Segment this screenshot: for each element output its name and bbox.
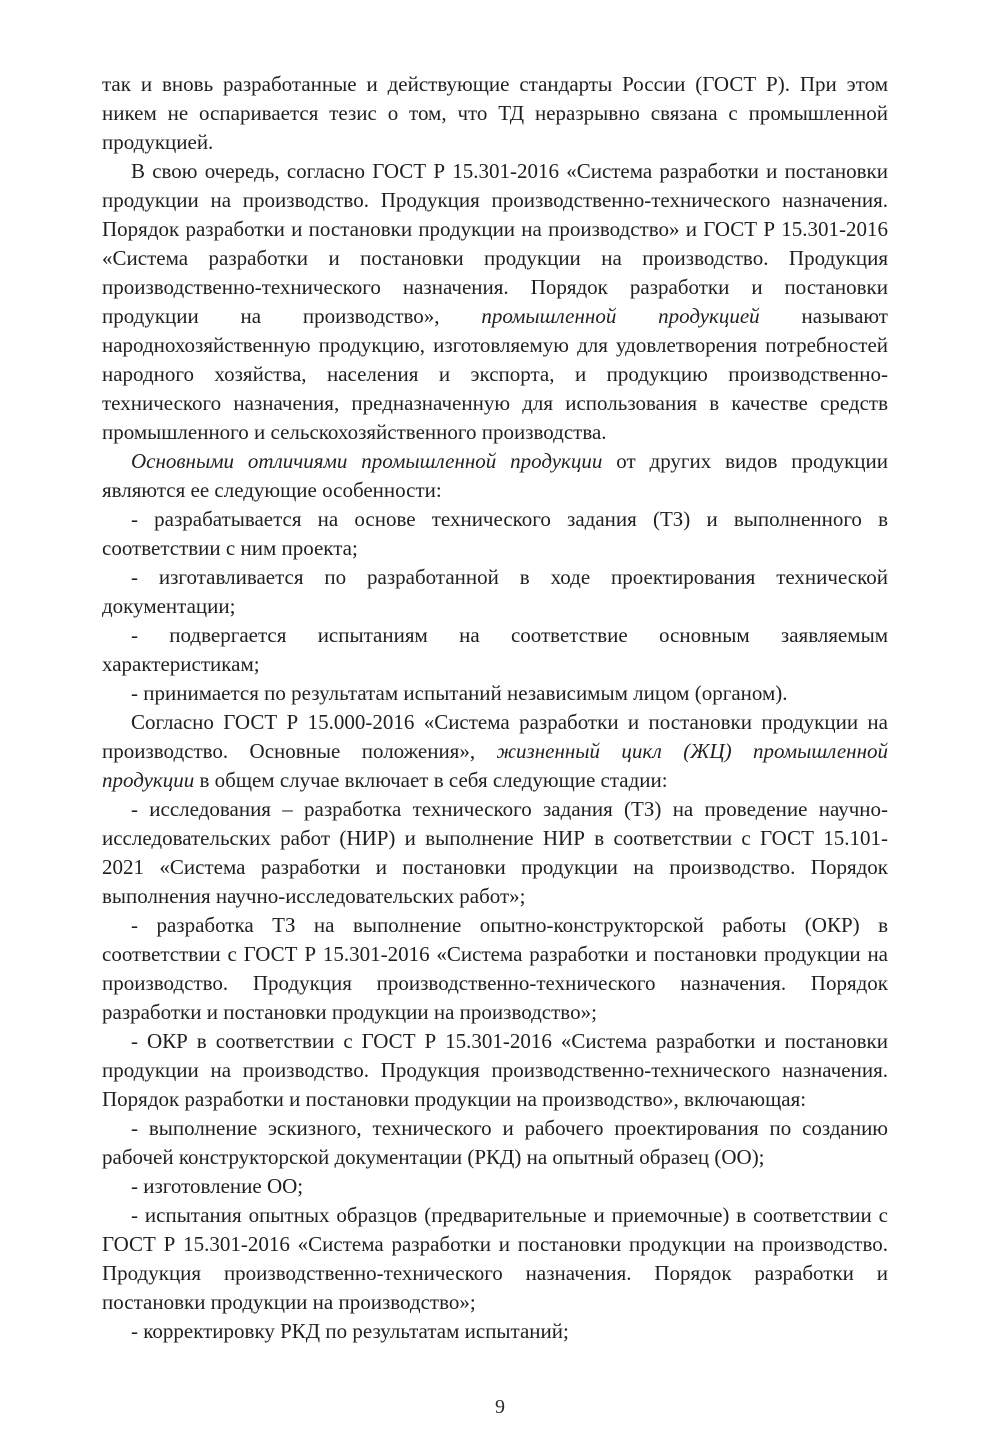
list-item: - принимается по результатам испытаний независимым лицом (органом). — [131, 681, 788, 705]
paragraph-definition: В свою очередь, согласно ГОСТ Р 15.301-2016 «Система разработки и постановки продукции на производство. Продукция производственно-технического назначения. Порядок разработки и постановки продукции на производство» и ГОСТ Р 15.301-2016 «Система разработки и постановки продукции на производство. Продукция производственно-технического назначения. Порядок разработки и постановки продукции на производство», промышленной продукцией называют народнохозяйственную продукцию, изготовляемую для удовлетворения потребностей народного хозяйства, населения и экспорта, и продукцию производственно-технического назначения, предназначенную для использования в качестве средств промышленного и сельскохозяйственного производства. — [102, 159, 888, 444]
list-item: - корректировку РКД по результатам испытаний; — [131, 1319, 569, 1343]
paragraph-life-cycle: Согласно ГОСТ Р 15.000-2016 «Система разработки и постановки продукции на производство. Основные положения», жизненный цикл (ЖЦ) промышленной продукции в общем случае включает в себя следующие стадии: — [102, 710, 889, 792]
list-item: - разработка ТЗ на выполнение опытно-конструкторской работы (ОКР) в соответствии с ГОСТ Р 15.301-2016 «Система разработки и постановки продукции на производство. Продукция производственно-технического назначения. Порядок разработки и постановки продукции на производство»; — [102, 913, 888, 1024]
body-text — [102, 70, 888, 1346]
paragraph-differences: Основными отличиями промышленной продукции от других видов продукции являются ее следующие особенности: — [102, 449, 888, 502]
list-item: - исследования – разработка технического задания (ТЗ) на проведение научно-исследовательских работ (НИР) и выполнение НИР в соответствии с ГОСТ 15.101-2021 «Система разработки и постановки продукции на производство. Порядок выполнения научно-исследовательских работ»; — [102, 797, 888, 908]
list-item: - изготовление ОО; — [131, 1174, 304, 1198]
list-item: - испытания опытных образцов (предварительные и приемочные) в соответствии с ГОСТ Р 15.301-2016 «Система разработки и постановки продукции на производство. Продукция производственно-технического назначения. Порядок разработки и постановки продукции на производство»; — [102, 1203, 888, 1314]
term-main-differences: Основными отличиями промышленной продукции — [131, 449, 603, 473]
list-item: - выполнение эскизного, технического и рабочего проектирования по созданию рабочей конструкторской документации (РКД) на опытный образец (ОО); — [102, 1116, 888, 1169]
paragraph-continuation: так и вновь разработанные и действующие стандарты России (ГОСТ Р). При этом никем не оспаривается тезис о том, что ТД неразрывно связана с промышленной продукцией. — [102, 72, 888, 154]
term-industrial-products: промышленной продукцией — [481, 304, 760, 328]
list-item: - изготавливается по разработанной в ходе проектирования технической документации; — [102, 565, 888, 618]
list-item: - ОКР в соответствии с ГОСТ Р 15.301-2016 «Система разработки и постановки продукции на производство. Продукция производственно-технического назначения. Порядок разработки и постановки продукции на производство», включающая: — [102, 1029, 888, 1111]
list-item: - разрабатывается на основе технического задания (ТЗ) и выполненного в соответствии с ним проекта; — [102, 507, 888, 560]
term-life-cycle: жизненный цикл (ЖЦ) промышленной продукции — [102, 739, 889, 792]
page-number: 9 — [495, 1396, 505, 1418]
list-item: - подвергается испытаниям на соответствие основным заявляемым характеристикам; — [102, 623, 888, 676]
